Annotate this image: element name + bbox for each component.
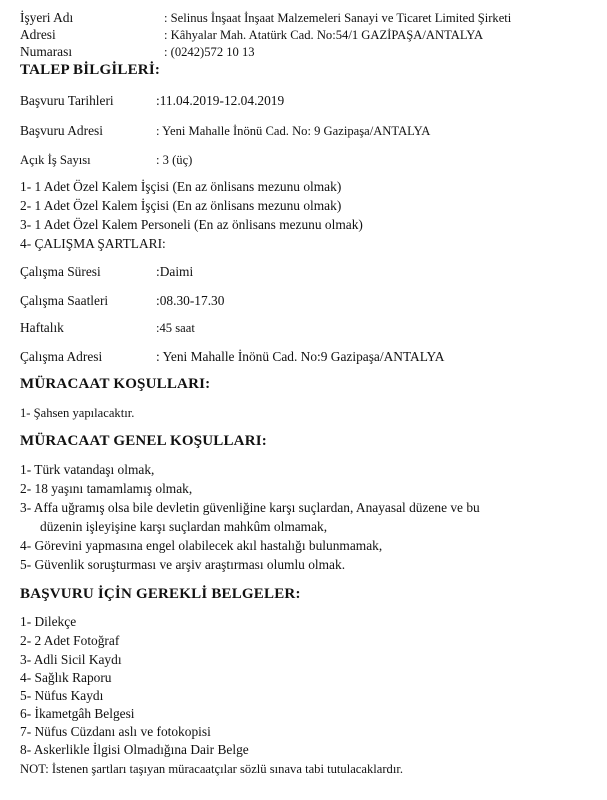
document-item: 4- Sağlık Raporu (20, 670, 112, 685)
document-item: 2- 2 Adet Fotoğraf (20, 633, 120, 648)
work-duration-value: :Daimi (156, 264, 194, 279)
required-documents-heading: BAŞVURU İÇİN GEREKLİ BELGELER: (20, 586, 301, 602)
general-condition-item: 4- Görevini yapmasına engel olabilecek akıl hastalığı bulunmamak, (20, 538, 383, 553)
document-item: 8- Askerlikle İlgisi Olmadığına Dair Belge (20, 742, 249, 757)
note-text: NOT: İstenen şartları taşıyan müracaatçılar sözlü sınava tabi tutulacaklardır. (20, 762, 403, 776)
work-hours-label: Çalışma Saatleri (20, 293, 109, 308)
general-condition-item-continued: düzenin işleyişine karşı suçlardan mahkûm olmamak, (40, 519, 328, 534)
request-heading: TALEP BİLGİLERİ: (20, 62, 161, 78)
position-item: 1- 1 Adet Özel Kalem İşçisi (En az önlisans mezunu olmak) (20, 179, 342, 194)
application-address-label: Başvuru Adresi (20, 123, 103, 138)
company-name-label: İşyeri Adı (20, 10, 74, 25)
work-address-value: : Yeni Mahalle İnönü Cad. No:9 Gazipaşa/ANTALYA (156, 349, 445, 364)
work-hours-value: :08.30-17.30 (156, 293, 225, 308)
general-condition-item: 2- 18 yaşını tamamlamış olmak, (20, 481, 193, 496)
open-positions-value: : 3 (üç) (156, 153, 193, 167)
work-address-label: Çalışma Adresi (20, 349, 103, 364)
document-item: 6- İkametgâh Belgesi (20, 706, 135, 721)
application-date-label: Başvuru Tarihleri (20, 93, 114, 108)
company-address-value: : Kâhyalar Mah. Atatürk Cad. No:54/1 GAZİPAŞA/ANTALYA (164, 28, 484, 42)
general-condition-item: 1- Türk vatandaşı olmak, (20, 462, 155, 477)
weekly-hours-value: :45 saat (156, 321, 195, 335)
document-item: 3- Adli Sicil Kaydı (20, 652, 122, 667)
company-address-label: Adresi (20, 27, 56, 42)
weekly-hours-label: Haftalık (20, 320, 64, 335)
position-item: 2- 1 Adet Özel Kalem İşçisi (En az önlisans mezunu olmak) (20, 198, 342, 213)
application-address-value: : Yeni Mahalle İnönü Cad. No: 9 Gazipaşa/ANTALYA (156, 124, 431, 138)
general-condition-item: 5- Güvenlik soruşturması ve arşiv araştırması olumlu olmak. (20, 557, 346, 572)
document-item: 1- Dilekçe (20, 614, 77, 629)
document-item: 5- Nüfus Kaydı (20, 688, 104, 703)
application-date-value: :11.04.2019-12.04.2019 (156, 93, 285, 108)
work-duration-label: Çalışma Süresi (20, 264, 101, 279)
work-conditions-subheading: 4- ÇALIŞMA ŞARTLARI: (20, 236, 166, 251)
company-phone-value: : (0242)572 10 13 (164, 45, 255, 59)
open-positions-label: Açık İş Sayısı (20, 153, 91, 167)
application-conditions-heading: MÜRACAAT KOŞULLARI: (20, 376, 211, 392)
company-phone-label: Numarası (20, 44, 73, 59)
general-conditions-heading: MÜRACAAT GENEL KOŞULLARI: (20, 433, 267, 449)
general-condition-item: 3- Affa uğramış olsa bile devletin güvenliğine karşı suçlardan, Anayasal düzene ve bu (20, 500, 480, 515)
document-item: 7- Nüfus Cüzdanı aslı ve fotokopisi (20, 724, 211, 739)
application-condition-item: 1- Şahsen yapılacaktır. (20, 406, 135, 420)
company-name-value: : Selinus İnşaat İnşaat Malzemeleri Sanayi ve Ticaret Limited Şirketi (164, 11, 512, 25)
position-item: 3- 1 Adet Özel Kalem Personeli (En az önlisans mezunu olmak) (20, 217, 363, 232)
